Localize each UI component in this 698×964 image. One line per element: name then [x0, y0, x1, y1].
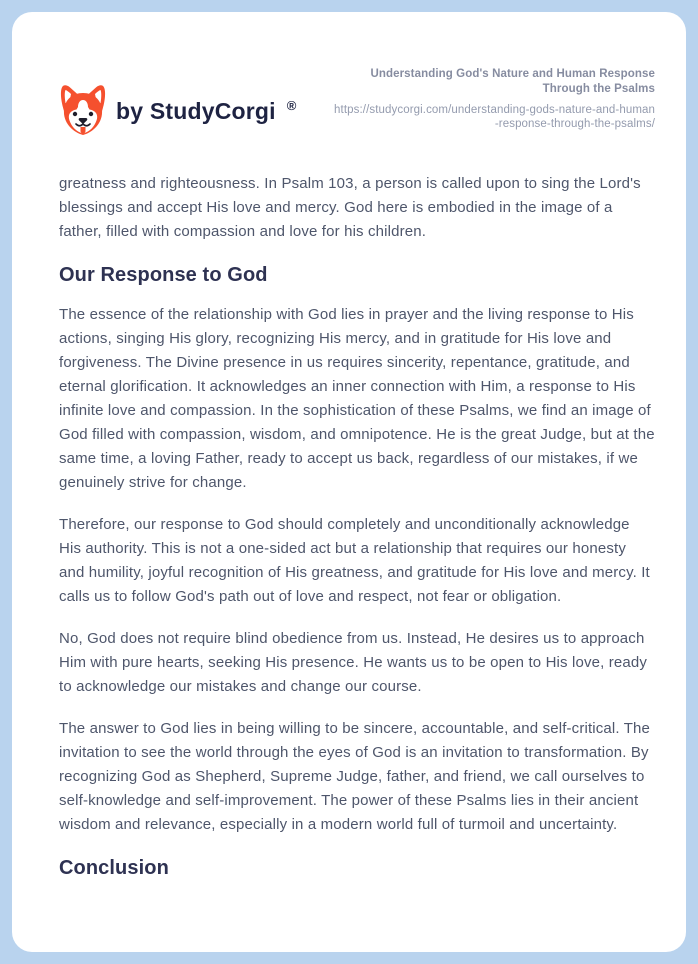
paragraph-intro: greatness and righteousness. In Psalm 103, a person is called upon to sing the Lord's blessings and accept His love and mercy. God here is embodied in the image of a father, filled with compassion and love for his children.: [59, 175, 641, 240]
document-header: [59, 67, 655, 139]
paragraph: No, God does not require blind obedience from us. Instead, He desires us to approach Him with pure hearts, seeking His presence. He wants us to be open to His love, ready to acknowledge our mistakes and change our course.: [59, 630, 648, 695]
corgi-icon: [59, 83, 107, 139]
section-heading-our-response-to-god: Our Response to God: [59, 264, 268, 286]
document-title: Understanding God's Nature and Human Response Through the Psalms: [370, 68, 655, 95]
document-card: [12, 12, 686, 952]
brand-text: by StudyCorgi: [116, 97, 276, 124]
paragraph: Therefore, our response to God should completely and unconditionally acknowledge His authority. This is not a one-sided act but a relationship that requires our honesty and humility, joyful recognition of His greatness, and gratitude for His love and mercy. It calls us to follow God's path out of love and respect, not fear or obligation.: [59, 516, 650, 605]
paragraph: The answer to God lies in being willing to be sincere, accountable, and self-critical. The invitation to see the world through the eyes of God is an invitation to transformation. By recognizing God as Shepherd, Supreme Judge, father, and friend, we call ourselves to self-knowledge and self-improvement. The power of these Psalms lies in their ancient wisdom and relevance, especially in a modern world full of turmoil and uncertainty.: [59, 720, 651, 833]
studycorgi-logo: [59, 83, 296, 139]
paragraph: The essence of the relationship with God lies in prayer and the living response to His actions, singing His glory, recognizing His mercy, and in gratitude for His love and forgiveness. The Divine presence in us requires sincerity, repentance, gratitude, and eternal glorification. It acknowledges an inner connection with Him, a response to His infinite love and compassion. In the sophistication of these Psalms, we find an image of God filled with compassion, wisdom, and omnipotence. He is the great Judge, but at the same time, a loving Father, ready to accept us back, regardless of our mistakes, if we genuinely strive for change.: [59, 306, 655, 491]
article-body: [59, 172, 655, 881]
document-url-link[interactable]: https://studycorgi.com/understanding-gods-nature-and-human-response-through-the-psalms/: [334, 104, 655, 130]
section-heading-conclusion: Conclusion: [59, 857, 169, 879]
registered-trademark-mark: ®: [286, 97, 297, 113]
document-meta: [333, 67, 655, 131]
